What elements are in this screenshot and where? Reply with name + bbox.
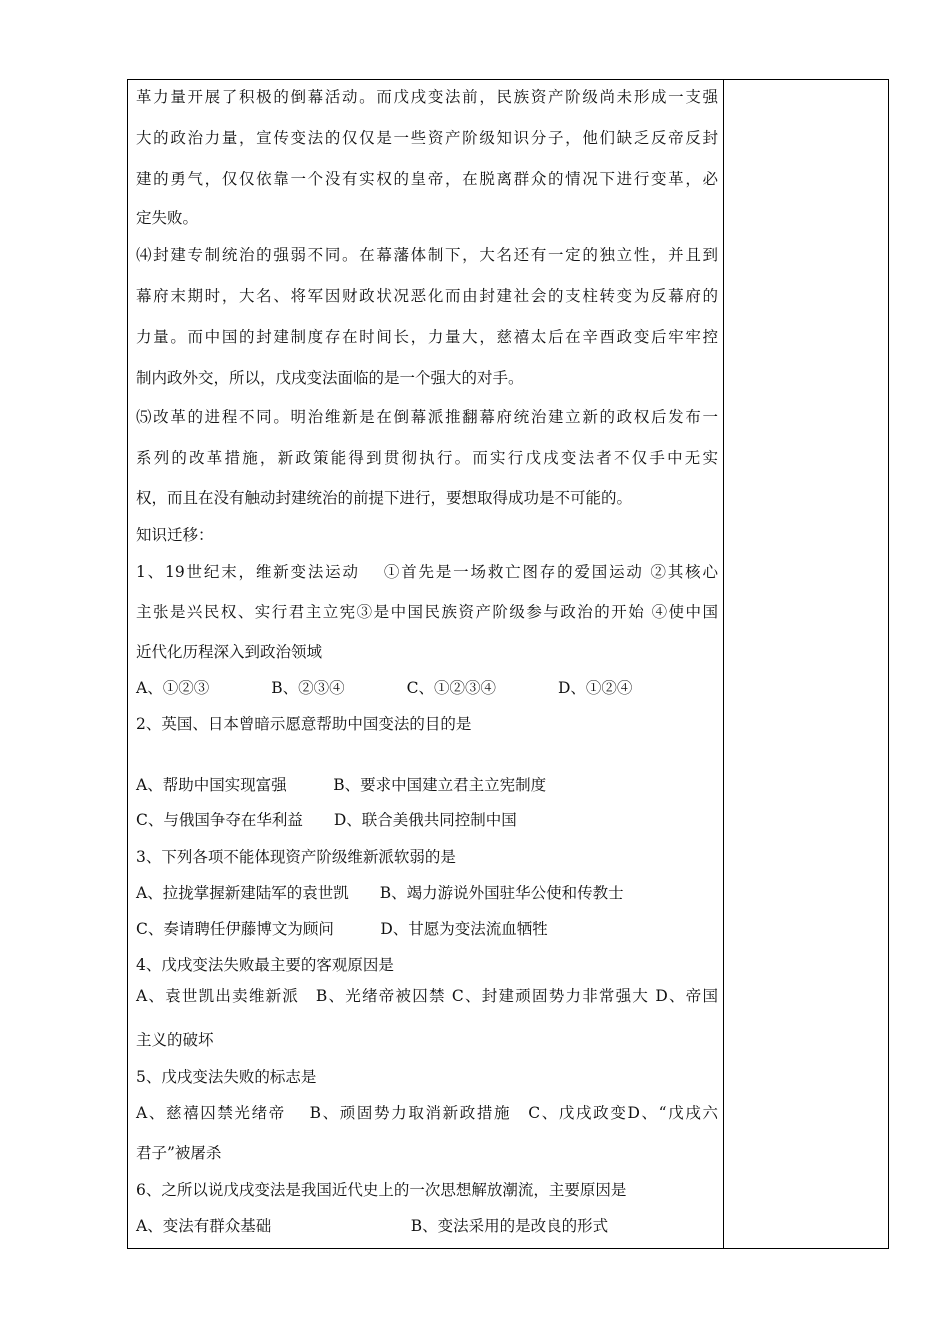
question-5-options: A、慈禧囚禁光绪帝 B、顽固势力取消新政措施 C、戊戌政变D、“戊戌六 [136, 1104, 718, 1122]
question-1-stem: 1、19世纪末，维新变法运动 ①首先是一场救亡图存的爱国运动 ②其核心 [136, 563, 718, 581]
column-divider [723, 79, 724, 1249]
question-3-stem: 3、下列各项不能体现资产阶级维新派软弱的是 [136, 848, 456, 866]
question-4-stem: 4、戊戌变法失败最主要的客观原因是 [136, 956, 394, 974]
text-line: 幕府末期时，大名、将军因财政状况恶化而由封建社会的支柱转变为反幕府的 [136, 287, 718, 305]
question-4-options: A、袁世凯出卖维新派 B、光绪帝被囚禁 C、封建顽固势力非常强大 D、帝国 [136, 987, 718, 1005]
text-line: 大的政治力量，宣传变法的仅仅是一些资产阶级知识分子，他们缺乏反帝反封 [136, 129, 718, 147]
section-heading: 知识迁移： [136, 526, 214, 544]
text-line: 系列的改革措施，新政策能得到贯彻执行。而实行戊戌变法者不仅手中无实 [136, 449, 718, 467]
question-3-options: C、奏请聘任伊藤博文为顾问 D、甘愿为变法流血牺牲 [136, 920, 548, 938]
question-5-stem: 5、戊戌变法失败的标志是 [136, 1068, 317, 1086]
text-line: 权，而且在没有触动封建统治的前提下进行，要想取得成功是不可能的。 [136, 489, 633, 507]
question-1-stem: 近代化历程深入到政治领域 [136, 643, 323, 661]
question-2-options: A、帮助中国实现富强 B、要求中国建立君主立宪制度 [136, 776, 547, 794]
text-line: ⑷封建专制统治的强弱不同。在幕藩体制下，大名还有一定的独立性，并且到 [136, 246, 718, 264]
question-2-stem: 2、英国、日本曾暗示愿意帮助中国变法的目的是 [136, 715, 472, 733]
question-1-stem: 主张是兴民权、实行君主立宪③是中国民族资产阶级参与政治的开始 ④使中国 [136, 603, 718, 621]
text-line: 力量。而中国的封建制度存在时间长，力量大，慈禧太后在辛酉政变后牢牢控 [136, 328, 718, 346]
text-line: 革力量开展了积极的倒幕活动。而戊戌变法前，民族资产阶级尚未形成一支强 [136, 88, 718, 106]
question-1-options: A、①②③ B、②③④ C、①②③④ D、①②④ [136, 679, 633, 697]
text-line: 制内政外交，所以，戊戌变法面临的是一个强大的对手。 [136, 369, 524, 387]
text-line: 定失败。 [136, 209, 199, 227]
text-line: 建的勇气，仅仅依靠一个没有实权的皇帝，在脱离群众的情况下进行变革，必 [136, 170, 718, 188]
question-6-stem: 6、之所以说戊戌变法是我国近代史上的一次思想解放潮流，主要原因是 [136, 1181, 627, 1199]
question-4-options: 主义的破坏 [136, 1031, 214, 1049]
question-2-options: C、与俄国争夺在华利益 D、联合美俄共同控制中国 [136, 811, 517, 829]
question-3-options: A、拉拢掌握新建陆军的袁世凯 B、竭力游说外国驻华公使和传教士 [136, 884, 624, 902]
text-line: ⑸改革的进程不同。明治维新是在倒幕派推翻幕府统治建立新的政权后发布一 [136, 408, 718, 426]
question-5-options: 君子”被屠杀 [136, 1144, 222, 1162]
question-6-options: A、变法有群众基础 B、变法采用的是改良的形式 [136, 1217, 609, 1235]
